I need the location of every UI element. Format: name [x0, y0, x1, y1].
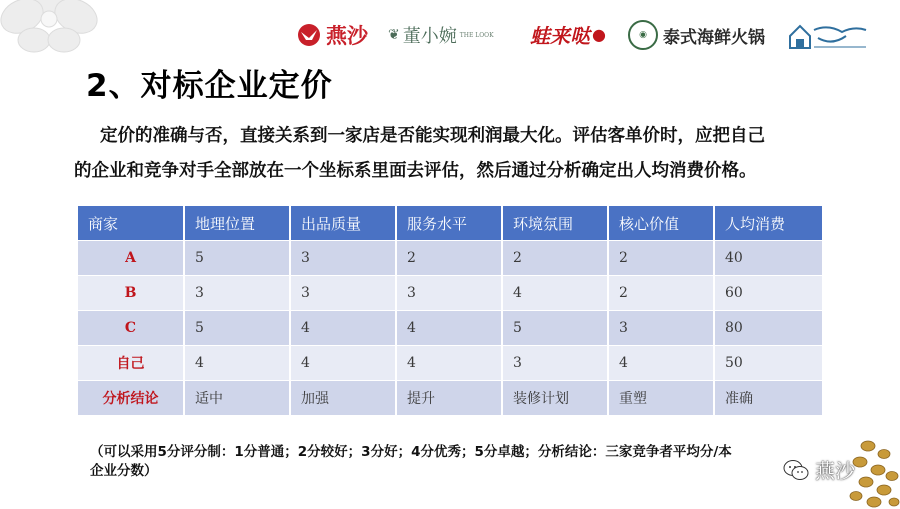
table-cell: 4 — [290, 346, 396, 381]
wechat-icon — [783, 459, 809, 481]
table-row — [78, 381, 822, 416]
header-core-value: 核心价值 — [608, 206, 714, 241]
table-row — [78, 311, 822, 346]
logo-thai-text: 泰式海鲜火锅 — [663, 27, 765, 48]
header-per-capita-spend: 人均消费 — [714, 206, 822, 241]
wechat-watermark — [783, 455, 855, 484]
row-label: A — [78, 241, 184, 276]
table-cell: 60 — [714, 276, 822, 311]
logo-yansha — [296, 20, 368, 50]
footnote-line-2: 企业分数） — [90, 463, 158, 479]
table-row — [78, 276, 822, 311]
thai-seal-icon: ◉ — [628, 20, 658, 50]
header-product-quality: 出品质量 — [290, 206, 396, 241]
table-cell: 加强 — [290, 381, 396, 416]
table-cell: 3 — [396, 276, 502, 311]
table-cell: 2 — [396, 241, 502, 276]
header-merchant: 商家 — [78, 206, 184, 241]
table-cell: 4 — [184, 346, 290, 381]
pricing-comparison-table — [78, 206, 822, 415]
logo-walaida — [530, 20, 606, 49]
table-cell: 80 — [714, 311, 822, 346]
table-cell: 5 — [502, 311, 608, 346]
table-cell: 4 — [502, 276, 608, 311]
intro-line-1: 定价的准确与否，直接关系到一家店是否能实现利润最大化。评估客单价时，应把自己 — [100, 126, 765, 146]
table-cell: 40 — [714, 241, 822, 276]
intro-paragraph — [74, 119, 834, 189]
table-cell: 4 — [396, 311, 502, 346]
intro-line-2: 的企业和竞争对手全部放在一个坐标系里面去评估，然后通过分析确定出人均消费价格。 — [74, 161, 757, 181]
logo-dong-text: 董小婉 — [402, 26, 457, 47]
table-row — [78, 346, 822, 381]
leaf-icon: ❦ — [388, 27, 400, 43]
logo-yansha-text: 燕沙 — [326, 23, 368, 48]
table-cell: 5 — [184, 241, 290, 276]
row-label: 分析结论 — [78, 381, 184, 416]
table-cell: 3 — [290, 276, 396, 311]
table-cell: 4 — [396, 346, 502, 381]
header-location: 地理位置 — [184, 206, 290, 241]
slide-title: 2、对标企业定价 — [86, 68, 333, 104]
logo-xian-house-icon — [788, 20, 868, 50]
table-cell: 提升 — [396, 381, 502, 416]
row-label: C — [78, 311, 184, 346]
table-cell: 3 — [290, 241, 396, 276]
table-cell: 4 — [608, 346, 714, 381]
brand-logo-bar — [290, 14, 880, 58]
header-ambience: 环境氛围 — [502, 206, 608, 241]
logo-thai-hotpot — [628, 20, 765, 50]
logo-wa-text: 蛙来哒 — [530, 24, 590, 48]
table-cell: 3 — [502, 346, 608, 381]
footnote-line-1: （可以采用5分评分制：1分普通；2分较好；3分好；4分优秀；5分卓越；分析结论：三家竞争者平均分/本 — [90, 444, 732, 460]
table-cell: 适中 — [184, 381, 290, 416]
frog-icon: ● — [592, 25, 606, 44]
table-row — [78, 241, 822, 276]
header-service-level: 服务水平 — [396, 206, 502, 241]
table-header-row — [78, 206, 822, 241]
table-cell: 装修计划 — [502, 381, 608, 416]
table-cell: 2 — [608, 241, 714, 276]
decorative-flower — [0, 0, 104, 54]
table-cell: 50 — [714, 346, 822, 381]
table-cell: 3 — [184, 276, 290, 311]
scoring-footnote — [90, 443, 810, 481]
table-cell: 3 — [608, 311, 714, 346]
table-cell: 准确 — [714, 381, 822, 416]
row-label: 自己 — [78, 346, 184, 381]
table-cell: 2 — [608, 276, 714, 311]
yansha-swallow-icon — [296, 23, 322, 47]
table-cell: 5 — [184, 311, 290, 346]
logo-dongxiaowan — [388, 22, 494, 48]
row-label: B — [78, 276, 184, 311]
watermark-text: 燕沙 — [815, 459, 855, 483]
table-cell: 4 — [290, 311, 396, 346]
logo-dong-subtext: THE LOOK — [459, 31, 494, 39]
table-cell: 重塑 — [608, 381, 714, 416]
table-cell: 2 — [502, 241, 608, 276]
